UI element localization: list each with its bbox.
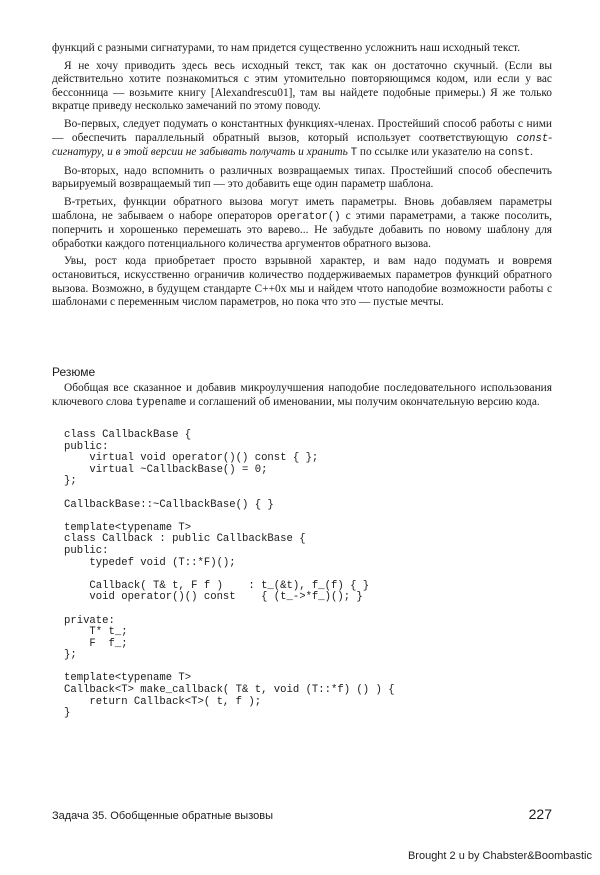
paragraph-4: Во-вторых, надо вспомнить о различных возвращаемых типах. Простейший способ обеспечить варьируемый возвращаемый тип — это добавить еще один параметр шаблона. [52,164,552,191]
section-intro-text-c: и соглашений об именовании, мы получим окончательную версию кода. [189,395,540,408]
paragraph-5 [52,196,552,251]
body-text [52,42,552,314]
paragraph-5-text-c: с этими параметрами, а также посолить, поперчить и хорошенько перемешать это варево... Не забудьте добавить по новому шаблону для обработки каждого потенциального количества аргументов обратного вызова. [52,209,552,250]
paragraph-3-text-a: Во-первых, следует подумать о константных функциях-членах. Простейший способ работы с ними — обеспечить параллельный обратный вызов, который использует соответствующую [52,117,552,144]
section-heading: Резюме [52,365,96,379]
code-inline-typename: typename [135,396,187,409]
watermark-text: Brought 2 u by Chabster&Boombastic [407,850,592,862]
page-number: 227 [528,806,552,822]
paragraph-1: функций с разными сигнатурами, то нам придется существенно усложнить наш исходный текст. [52,42,521,54]
section-intro-paragraph [52,382,552,410]
code-listing: class CallbackBase { public: virtual void operator()() const { }; virtual ~CallbackBase() = 0; }; CallbackBase::~CallbackBase() { } template<typename T> class Callback : public CallbackBase { public: typedef void (T::*F)(); Callback( T& t, F f ) : t_(&t), f_(f) { } void operator()() const { (t_->*f_)(); } private: T* t_; F f_; }; template<typename T> Callback<T> make_callback( T& t, void (T::*f) () ) { return Callback<T>( t, f ); } [64,429,395,720]
paragraph-5-text-a: В-третьих, функции обратного вызова могут иметь параметры. Вновь добавляем параметры шаблона, не забываем о наборе операторов [52,195,552,222]
section-intro-text-a: Обобщая все сказанное и добавив микроулучшения наподобие последовательного использования ключевого слова [52,382,552,408]
paragraph-3-text-e: по ссылке или указателю на [359,146,496,159]
paragraph-3-text-g: . [530,146,534,159]
code-inline-t: T [350,147,358,160]
paragraph-3-text-c: -сигнатуру, и в этой версии не забывать получать и хранить [52,131,552,159]
paragraph-6: Увы, рост кода приобретает просто взрывной характер, и вам надо подумать и вовремя остановиться, искусственно ограничив количество поддерживаемых параметров функций обратного вызова. Возможно, в будущем стандарте C++0x мы и найдем чтото наподобие возможности работы с шаблонами с переменным числом параметров, но пока что это — пустые мечты. [52,255,552,309]
code-inline-operator: operator() [277,210,341,223]
code-inline-const-2: const [498,147,531,160]
code-inline-const-1: const [516,132,549,145]
paragraph-3 [52,118,552,161]
paragraph-2: Я не хочу приводить здесь весь исходный текст, так как он достаточно скучный. (Если вы действительно хотите познакомиться с этим утомительно повторяющимся кодом, или если у вас бессонница — возьмите книгу [Alexandrescu01], там вы найдете подобные примеры.) Я же только вкратце приведу несколько замечаний по этому поводу. [52,59,552,113]
footer-chapter-title: Задача 35. Обобщенные обратные вызовы [52,810,273,822]
section-intro [52,382,552,410]
